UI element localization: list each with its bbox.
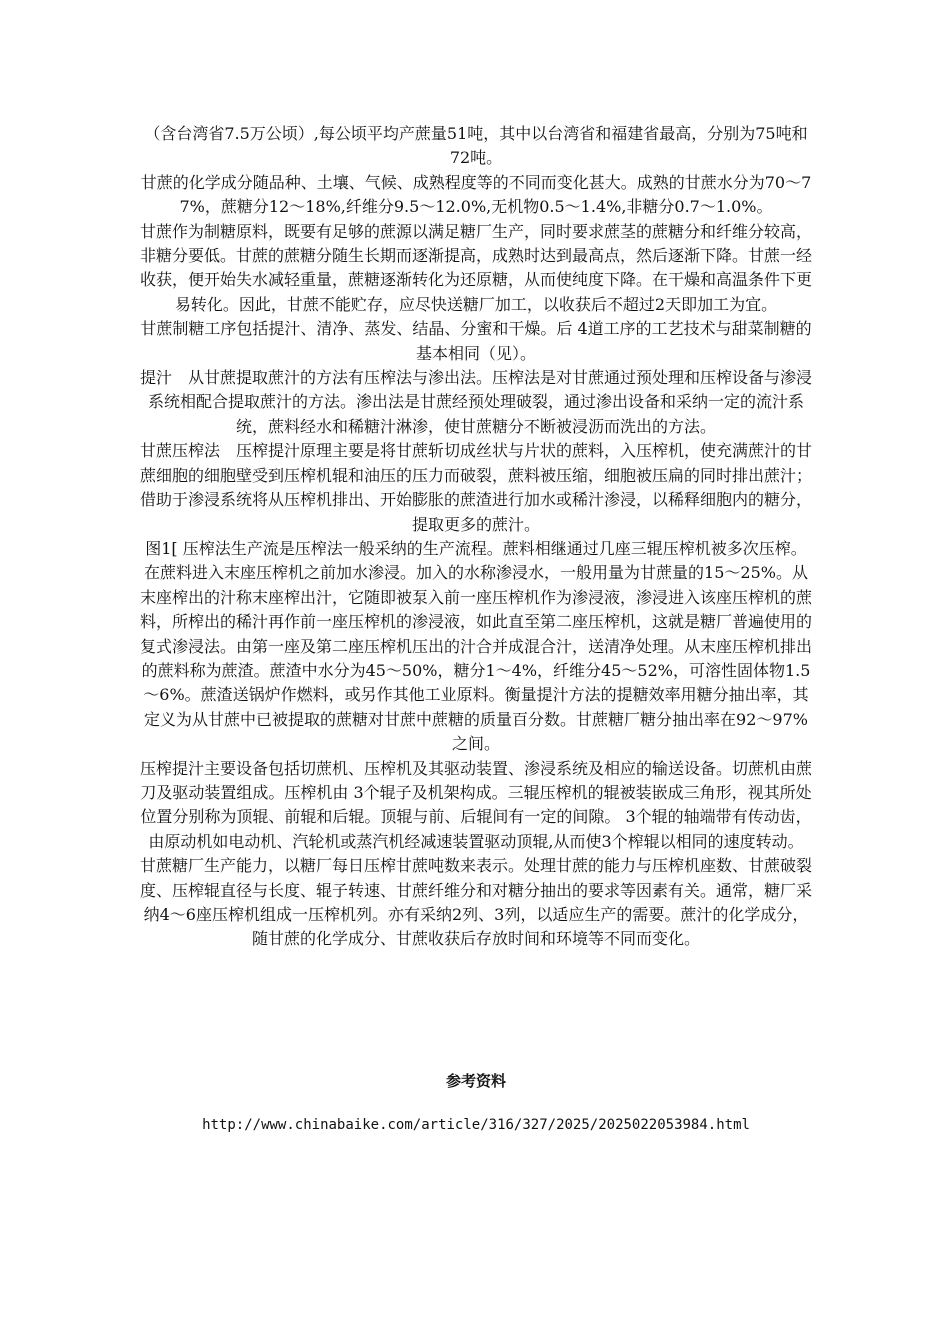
paragraph-4: 甘蔗制糖工序包括提汁、清净、蒸发、结晶、分蜜和干燥。后 4道工序的工艺技术与甜菜制糖的基本相同（见）。 [140,319,812,363]
paragraph-9: 甘蔗糖厂生产能力，以糖厂每日压榨甘蔗吨数来表示。处理甘蔗的能力与压榨机座数、甘蔗破裂度、压榨辊直径与长度、辊子转速、甘蔗纤维分和对糖分抽出的要求等因素有关。通常，糖厂采纳4～6座压榨机组成一压榨机列。亦有采纳2列、3列，以适应生产的需要。蔗汁的化学成分，随甘蔗的化学成分、甘蔗收获后存放时间和环境等不同而变化。 [140,856,813,949]
paragraph-2: 甘蔗的化学成分随品种、土壤、气候、成熟程度等的不同而变化甚大。成熟的甘蔗水分为70～77%，蔗糖分12～18%,纤维分9.5～12.0%,无机物0.5～1.4%,非糖分0.7～1.0%。 [140,172,812,217]
references-heading: 参考资料 [445,1072,506,1090]
reference-link[interactable]: http://www.chinabaike.com/article/316/327/2025/2025022053984.html [202,1117,750,1133]
paragraph-6: 甘蔗压榨法 压榨提汁原理主要是将甘蔗斩切成丝状与片状的蔗料，入压榨机，使充满蔗汁的甘蔗细胞的细胞壁受到压榨机辊和油压的压力而破裂，蔗料被压缩，细胞被压扁的同时排出蔗汁；借助于渗浸系统将从压榨机排出、开始膨胀的蔗渣进行加水或稀汁渗浸，以稀释细胞内的糖分，提取更多的蔗汁。 [140,441,813,534]
paragraph-3: 甘蔗作为制糖原料，既要有足够的蔗源以满足糖厂生产，同时要求蔗茎的蔗糖分和纤维分较高，非糖分要低。甘蔗的蔗糖分随生长期而逐渐提高，成熟时达到最高点，然后逐渐下降。甘蔗一经收获，便开始失水减轻重量，蔗糖逐渐转化为还原糖，从而使纯度下降。在干燥和高温条件下更易转化。因此，甘蔗不能贮存，应尽快送糖厂加工，以收获后不超过2天即加工为宜。 [140,221,813,314]
paragraph-1: （含台湾省7.5万公顷）,每公顷平均产蔗量51吨，其中以台湾省和福建省最高，分别为75吨和72吨。 [144,124,808,168]
paragraph-8: 压榨提汁主要设备包括切蔗机、压榨机及其驱动装置、渗浸系统及相应的输送设备。切蔗机由蔗刀及驱动装置组成。压榨机由 3个辊子及机架构成。三辊压榨机的辊被装嵌成三角形，视其所处位置分别称为顶辊、前辊和后辊。顶辊与前、后辊间有一定的间隙。 3个辊的轴端带有传动齿，由原动机如电动机、汽轮机或蒸汽机经减速装置驱动顶辊,从而使3个榨辊以相同的速度转动。 [140,758,813,851]
paragraph-7: 图1[ 压榨法生产流是压榨法一般采纳的生产流程。蔗料相继通过几座三辊压榨机被多次压榨。在蔗料进入末座压榨机之前加水渗浸。加入的水称渗浸水，一般用量为甘蔗量的15～25%。从末座榨出的汁称末座榨出汁，它随即被泵入前一座压榨机作为渗浸液，渗浸进入该座压榨机的蔗料，所榨出的稀汁再作前一座压榨机的渗浸液，如此直至第二座压榨机，这就是糖厂普遍使用的复式渗浸法。由第一座及第二座压榨机压出的汁合并成混合汁，送清净处理。从末座压榨机排出的蔗料称为蔗渣。蔗渣中水分为45～50%，糖分1～4%，纤维分45～52%，可溶性固体物1.5～6%。蔗渣送锅炉作燃料，或另作其他工业原料。衡量提汁方法的提糖效率用糖分抽出率，其定义为从甘蔗中已被提取的蔗糖对甘蔗中蔗糖的质量百分数。甘蔗糖厂糖分抽出率在92～97%之间。 [140,538,813,754]
document-page [140,122,813,1133]
paragraph-5: 提汁 从甘蔗提取蔗汁的方法有压榨法与渗出法。压榨法是对甘蔗通过预处理和压榨设备与渗浸系统相配合提取蔗汁的方法。渗出法是甘蔗经预处理破裂，通过渗出设备和采纳一定的流汁系统，蔗料经水和稀糖汁淋渗，使甘蔗糖分不断被浸沥而洗出的方法。 [140,368,813,436]
